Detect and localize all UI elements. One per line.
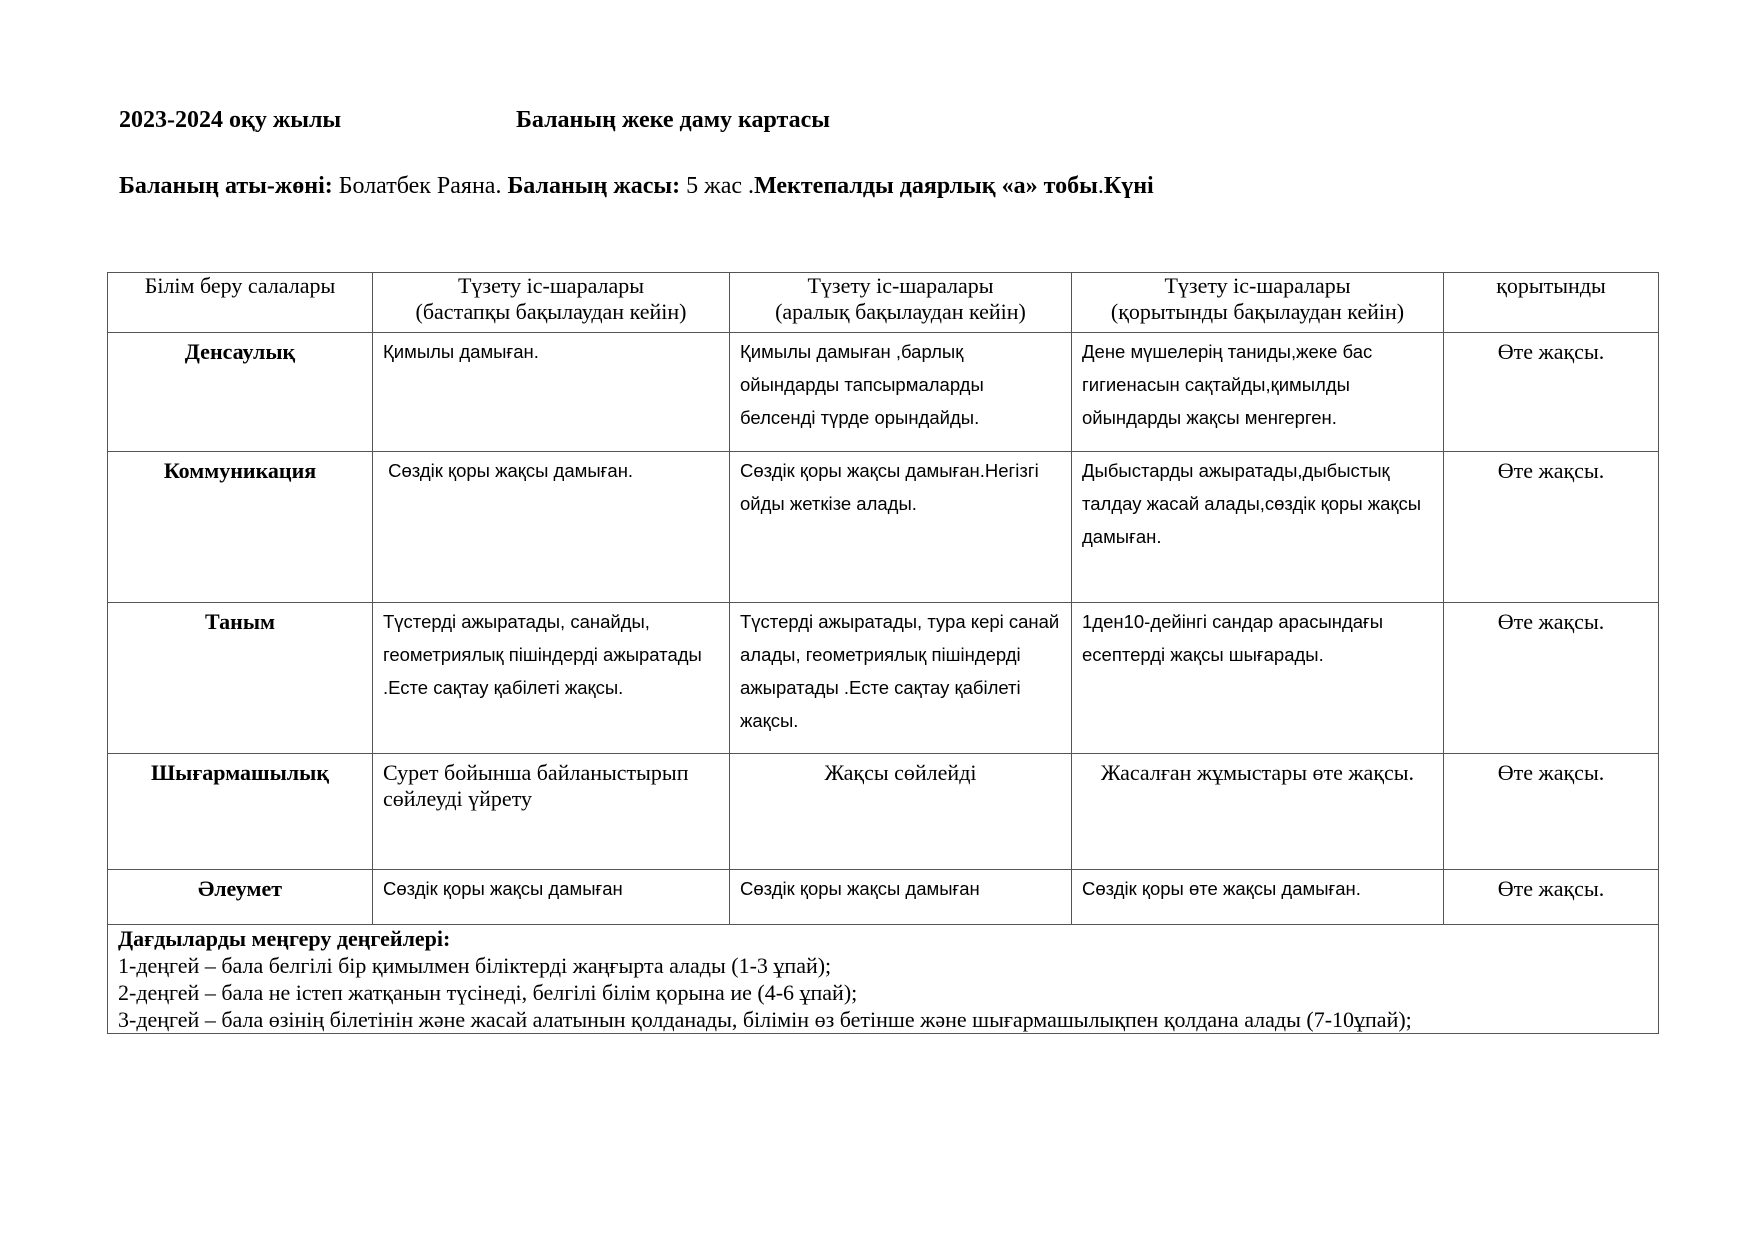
header-cell: Білім беру салалары — [108, 273, 373, 333]
table-row — [108, 333, 1659, 452]
interim-cell: Сөздік қоры жақсы дамыған — [730, 870, 1072, 925]
separator: . — [1097, 173, 1104, 199]
header-cell: Түзету іс-шаралары (аралық бақылаудан кейін) — [730, 273, 1072, 333]
area-cell: Таным — [108, 603, 373, 754]
table-row — [108, 452, 1659, 603]
final-cell: 1ден10-дейінгі сандар арасындағы есептерді жақсы шығарады. — [1072, 603, 1444, 754]
final-cell: Дыбыстарды ажыратады,дыбыстық талдау жасай алады,сөздік қоры жақсы дамыған. — [1072, 452, 1444, 603]
page-header — [119, 107, 831, 134]
interim-cell: Қимылы дамыған ,барлық ойындарды тапсырмаларды белсенді түрде орындайды. — [730, 333, 1072, 452]
table-row — [108, 870, 1659, 925]
area-cell: Коммуникация — [108, 452, 373, 603]
child-info — [119, 173, 1154, 200]
final-cell: Сөздік қоры өте жақсы дамыған. — [1072, 870, 1444, 925]
area-cell: Денсаулық — [108, 333, 373, 452]
skill-levels-cell — [108, 925, 1659, 1034]
age-label: Баланың жасы: — [507, 173, 681, 199]
initial-cell: Қимылы дамыған. — [373, 333, 730, 452]
result-cell: Өте жақсы. — [1444, 452, 1659, 603]
header-cell: Түзету іс-шаралары (қорытынды бақылаудан кейін) — [1072, 273, 1444, 333]
skill-level-item: 1-деңгей – бала белгілі бір қимылмен біліктерді жаңғырта алады (1-3 ұпай); — [118, 953, 832, 978]
area-cell: Әлеумет — [108, 870, 373, 925]
date-label: Күні — [1103, 173, 1154, 199]
interim-cell: Түстерді ажыратады, тура кері санай алады, геометриялық пішіндерді ажыратады .Есте сақтау қабілеті жақсы. — [730, 603, 1072, 754]
table-row — [108, 603, 1659, 754]
name-label: Баланың аты-жөні: — [119, 173, 333, 199]
result-cell: Өте жақсы. — [1444, 333, 1659, 452]
result-cell: Өте жақсы. — [1444, 603, 1659, 754]
initial-cell: Түстерді ажыратады, санайды, геометриялық пішіндерді ажыратады .Есте сақтау қабілеті жақсы. — [373, 603, 730, 754]
header-cell: қорытынды — [1444, 273, 1659, 333]
final-cell: Жасалған жұмыстары өте жақсы. — [1072, 754, 1444, 870]
final-cell: Дене мүшелерің таниды,жеке бас гигиенасын сақтайды,қимылды ойындарды жақсы менгерген. — [1072, 333, 1444, 452]
initial-cell: Сөздік қоры жақсы дамыған. — [373, 452, 730, 603]
development-card-table — [107, 272, 1659, 1034]
table-row — [108, 754, 1659, 870]
result-cell: Өте жақсы. — [1444, 754, 1659, 870]
initial-cell: Сөздік қоры жақсы дамыған — [373, 870, 730, 925]
skill-level-item: 3-деңгей – бала өзінің білетінін және жасай алатынын қолданады, білімін өз бетінше және шығармашылықпен қолдана алады (7-10ұпай); — [118, 1007, 1412, 1032]
skill-levels-row — [108, 925, 1659, 1034]
interim-cell: Сөздік қоры жақсы дамыған.Негізгі ойды жеткізе алады. — [730, 452, 1072, 603]
interim-cell: Жақсы сөйлейді — [730, 754, 1072, 870]
skill-levels-title: Дағдыларды меңгеру деңгейлері: — [118, 926, 451, 951]
age-value: 5 жас . — [680, 173, 755, 199]
name-value: Болатбек Раяна. — [332, 173, 508, 199]
table-header-row — [108, 273, 1659, 333]
result-cell: Өте жақсы. — [1444, 870, 1659, 925]
document-title: Баланың жеке даму картасы — [516, 107, 831, 133]
area-cell: Шығармашылық — [108, 754, 373, 870]
header-cell: Түзету іс-шаралары (бастапқы бақылаудан кейін) — [373, 273, 730, 333]
skill-level-item: 2-деңгей – бала не істеп жатқанын түсінеді, белгілі білім қорына ие (4-6 ұпай); — [118, 980, 858, 1005]
group-label: Мектепалды даярлық «а» тобы — [754, 173, 1098, 199]
academic-year: 2023-2024 оқу жылы — [119, 107, 342, 133]
initial-cell: Сурет бойынша байланыстырып сөйлеуді үйрету — [373, 754, 730, 870]
